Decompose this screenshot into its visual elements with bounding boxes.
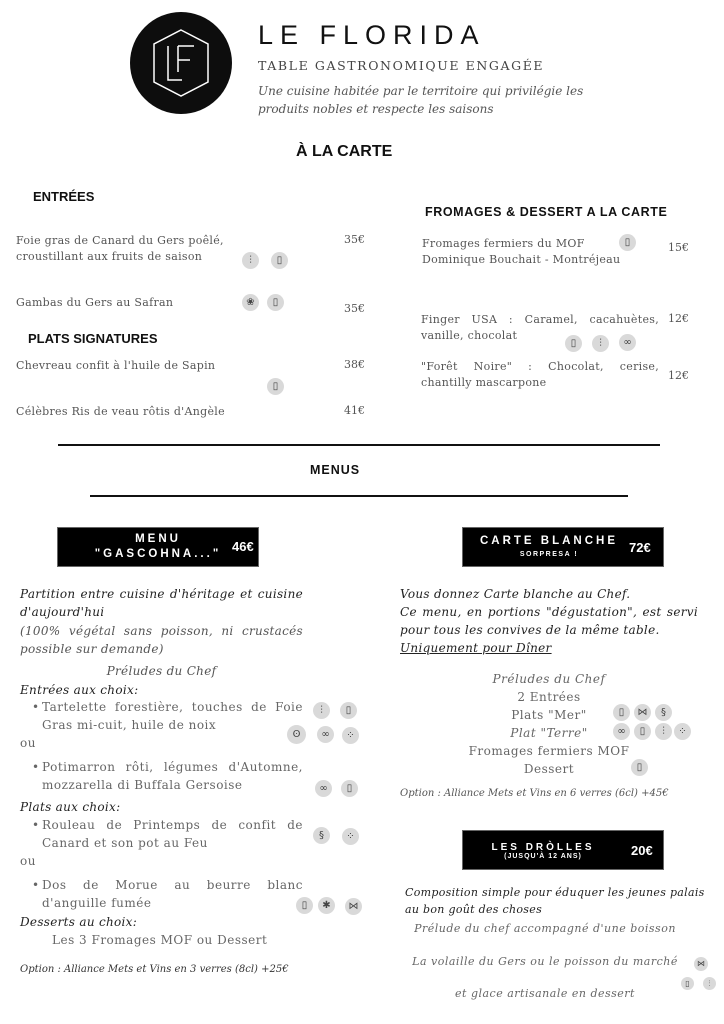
nuts-icon: ∞ [619,334,636,351]
menu-item: "Forêt Noire" : Chocolat, cerise, chantilly mascarpone [421,360,659,389]
item-price: 38€ [344,358,365,371]
soy-icon: ⁘ [674,723,691,740]
or-label: ou [20,854,36,868]
course: Dessert [523,762,575,776]
fish-icon: ⋈ [634,704,651,721]
menu-price: 46€ [232,539,254,554]
menu-title: MENU [135,533,181,545]
restaurant-name: LE FLORIDA [258,20,486,50]
item-price: 12€ [668,369,689,382]
fromages-heading: FROMAGES & DESSERT A LA CARTE [425,205,668,219]
fish-icon: ⋈ [345,898,362,915]
wheat-icon: ⫶ [313,702,330,719]
bullet: • [32,818,40,832]
menu-note: (100% végétal sans poisson, ni crustacés possible sur demande) [20,624,303,656]
menu-drolles-header [462,830,664,870]
item-price: 12€ [668,312,689,325]
mollusc-icon: § [655,704,672,721]
course: Prélude du chef accompagné d'une boisson [414,922,676,935]
menu-intro: Vous donnez Carte blanche au Chef. [400,587,631,601]
logo [130,12,232,114]
course: Plat "Terre" [510,726,588,740]
menu-choice [32,758,303,794]
menu-item: Fromages fermiers du MOF Dominique Bouchait - Montréjeau [422,237,621,266]
course: et glace artisanale en dessert [455,987,635,1000]
restaurant-subtitle: TABLE GASTRONOMIQUE ENGAGÉE [258,58,545,73]
course: 2 Entrées [517,690,581,704]
milk-icon: ▯ [340,702,357,719]
item-price: 35€ [344,233,365,246]
plats-heading: PLATS SIGNATURES [28,331,158,346]
menu-intro: Partition entre cuisine d'héritage et cuisine d'aujourd'hui [20,587,303,619]
bullet: • [32,878,40,892]
wheat-icon: ⫶ [655,723,672,740]
menu-item: Foie gras de Canard du Gers poêlé, croustillant aux fruits de saison [16,234,224,263]
milk-icon: ▯ [631,759,648,776]
milk-icon: ▯ [267,294,284,311]
menu-item: Célèbres Ris de veau rôtis d'Angèle [16,405,225,418]
section-label: Desserts au choix: [20,915,138,929]
course: Fromages fermiers MOF [468,744,630,758]
menu-title: CARTE BLANCHE [479,535,619,547]
menu-intro: Ce menu, en portions "dégustation", est servi pour tous les convives de la même table. [400,605,698,637]
wheat-icon: ⫶ [703,977,716,990]
menu-gascohna-header [57,527,259,567]
menu-prelude: Préludes du Chef [106,664,217,678]
entrees-heading: ENTRÉES [33,189,95,204]
section-label: Plats aux choix: [20,800,121,814]
logo-monogram-icon [130,12,232,114]
wheat-icon: ⫶ [592,335,609,352]
milk-icon: ▯ [681,977,694,990]
choice-text: Potimarron rôti, légumes d'Automne, mozzarella di Buffala Gersoise [42,760,303,792]
fish-icon: ⋈ [694,957,708,971]
or-label: ou [20,736,36,750]
divider [90,495,628,497]
menu-carte-blanche-header [462,527,664,567]
menu-item: Finger USA : Caramel, cacahuètes, vanille, chocolat [421,313,659,342]
wheat-icon: ⫶ [242,252,259,269]
nuts-icon: ∞ [317,726,334,743]
menu-item: Chevreau confit à l'huile de Sapin [16,359,216,372]
choice-text: Dos de Morue au beurre blanc d'anguille fumée [42,878,303,910]
milk-icon: ▯ [267,378,284,395]
milk-icon: ▯ [296,897,313,914]
wine-option: Option : Alliance Mets et Vins en 6 verres (6cl) +45€ [400,788,669,799]
nuts-icon: ∞ [315,780,332,797]
choice-text: Tartelette forestière, touches de Foie Gras mi-cuit, huile de noix [42,700,303,732]
menu-price: 20€ [631,843,653,858]
egg-icon: ʘ [287,725,306,744]
course: Plats "Mer" [511,708,587,722]
item-price: 35€ [344,302,365,315]
menu-choice [32,876,303,912]
item-price: 41€ [344,404,365,417]
course: La volaille du Gers ou le poisson du marché [412,955,678,968]
choice-text: Rouleau de Printemps de confit de Canard et son pot au Feu [42,818,303,850]
menu-price: 72€ [629,540,651,555]
shrimp-icon: ❀ [242,294,259,311]
item-price: 15€ [668,241,689,254]
menu-choice [32,816,303,852]
menu-title: "GASCOHNA..." [94,548,222,560]
course: Préludes du Chef [492,672,606,686]
menus-title: MENUS [310,463,361,477]
carte-title: À LA CARTE [296,143,393,160]
milk-icon: ▯ [271,252,288,269]
section-label: Entrées aux choix: [20,683,139,697]
milk-icon: ▯ [565,335,582,352]
milk-icon: ▯ [619,234,636,251]
soy-icon: ⁘ [342,828,359,845]
wine-option: Option : Alliance Mets et Vins en 3 verres (8cl) +25€ [20,964,289,975]
crab-icon: ✱ [318,897,335,914]
milk-icon: ▯ [634,723,651,740]
mollusc-icon: § [313,827,330,844]
bullet: • [32,700,40,714]
nuts-icon: ∞ [613,723,630,740]
menu-intro: Composition simple pour éduquer les jeunes palais au bon goût des choses [405,886,705,916]
dessert-choice: Les 3 Fromages MOF ou Dessert [52,933,268,947]
restaurant-tagline: Une cuisine habitée par le territoire qui privilégie les produits nobles et respecte les saisons [258,84,584,116]
milk-icon: ▯ [341,780,358,797]
soy-icon: ⁘ [342,727,359,744]
menu-subtitle: SORPRESA ! [519,551,579,558]
menu-subtitle: (JUSQU'À 12 ANS) [504,853,582,860]
menu-title: LES DRÒLLES [491,842,595,853]
dinner-only: Uniquement pour Dîner [400,641,552,655]
bullet: • [32,760,40,774]
menu-item: Gambas du Gers au Safran [16,296,174,309]
menu-choice [32,698,303,734]
milk-icon: ▯ [613,704,630,721]
divider [58,444,660,446]
